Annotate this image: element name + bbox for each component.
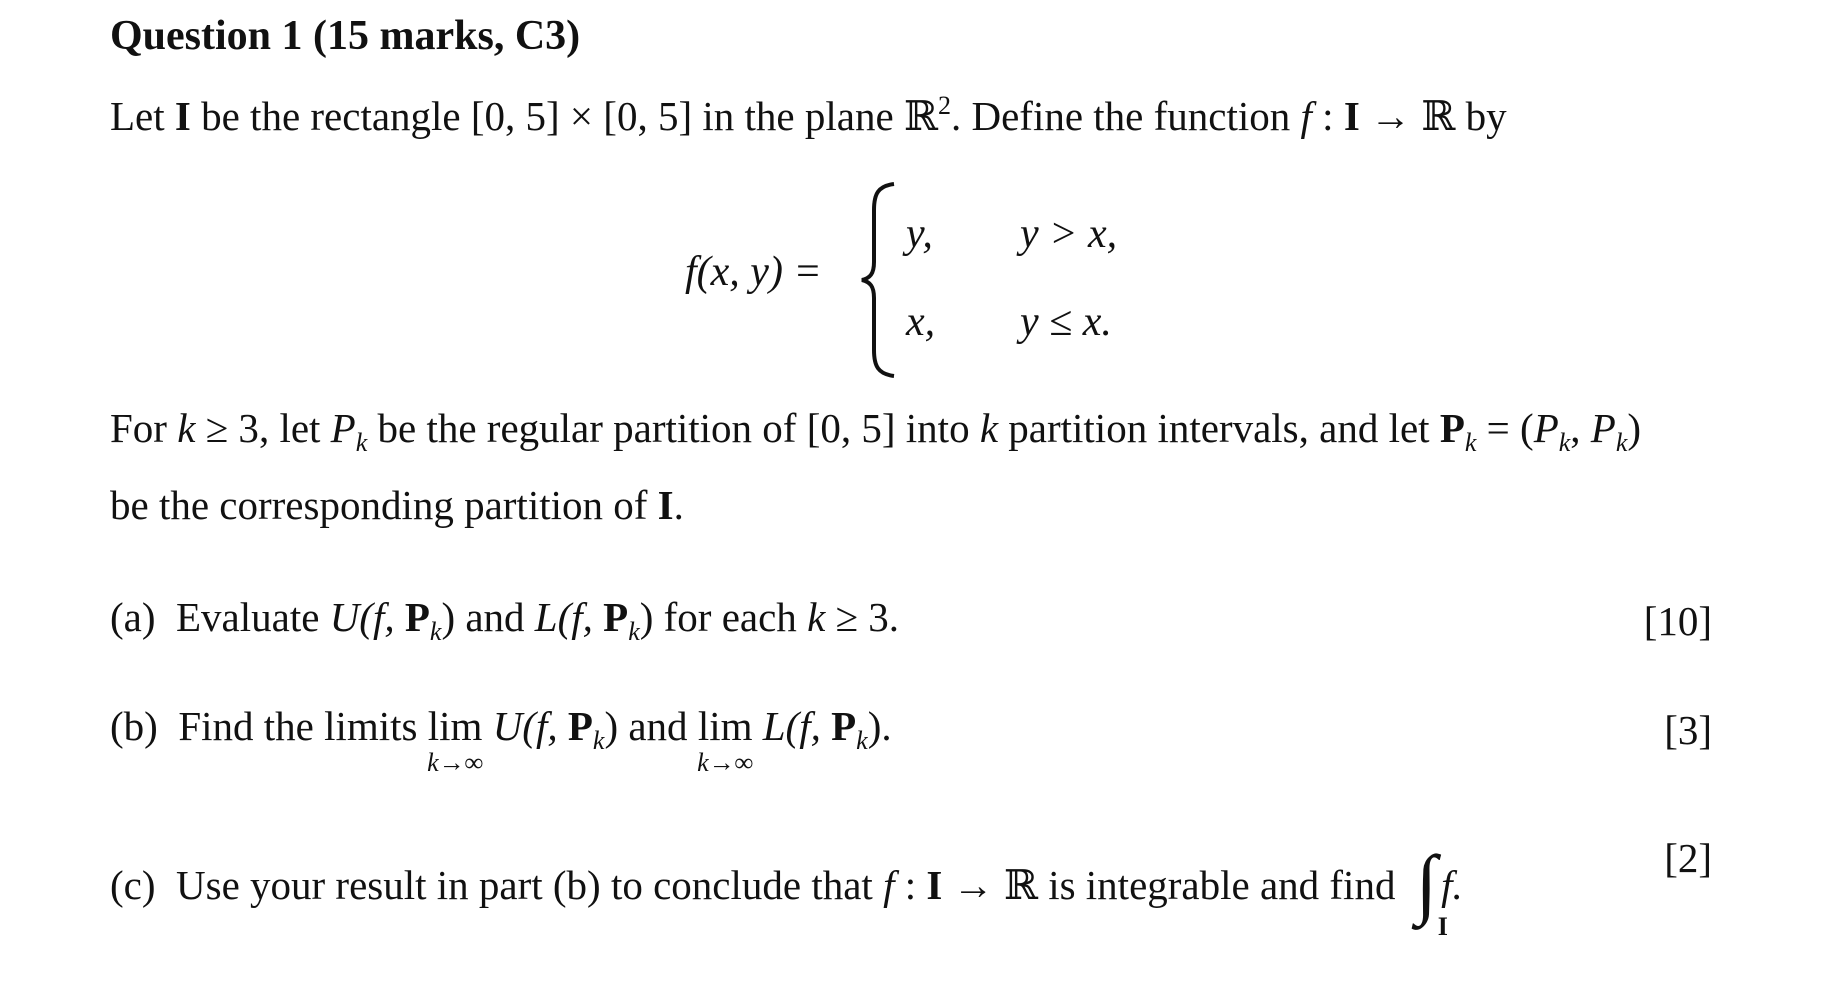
- part-b-marks: [3]: [1664, 707, 1712, 753]
- part-c-text: is integrable and find: [1037, 862, 1406, 908]
- partition-symbol: P: [1533, 405, 1559, 451]
- part-b-label: (b): [110, 703, 158, 749]
- partition-paragraph-line2: [110, 482, 684, 528]
- part-a-label: (a): [110, 594, 156, 640]
- limit-operator: [697, 703, 754, 777]
- intro-paragraph: [110, 91, 1507, 139]
- colon-symbol: :: [1311, 93, 1344, 139]
- part-a-text: and: [455, 594, 535, 640]
- part-b-text: Find the limits: [178, 703, 428, 749]
- subscript-k: k: [1558, 428, 1571, 457]
- intro-text: . Define the function: [950, 93, 1301, 139]
- k-symbol: k: [979, 405, 999, 451]
- rectangle-symbol: I: [1343, 93, 1360, 139]
- question-heading: Question 1 (15 marks, C3): [110, 13, 581, 59]
- partition-text: partition intervals, and let: [998, 405, 1440, 451]
- part-a-text: for each: [653, 594, 808, 640]
- subscript-k: k: [1615, 428, 1628, 457]
- partition-symbol: P: [1590, 405, 1616, 451]
- partition-paragraph-line1: [110, 405, 1642, 457]
- rectangle-symbol: I: [657, 482, 674, 528]
- bold-partition-symbol: P: [603, 594, 629, 640]
- integral-subscript: I: [1437, 912, 1448, 941]
- real-symbol: ℝ: [1421, 93, 1456, 139]
- partition-text: For: [110, 405, 178, 451]
- k-symbol: k: [177, 405, 196, 451]
- equals-paren: = (: [1476, 405, 1534, 451]
- intro-text: Let: [110, 93, 175, 139]
- comma: ,: [1570, 405, 1591, 451]
- real-symbol: ℝ: [1003, 862, 1038, 908]
- intro-text: in the plane: [692, 93, 904, 139]
- interval: [0, 5]: [806, 405, 896, 451]
- case-one-value: y,: [906, 211, 933, 257]
- partition-text: be the regular partition of: [367, 405, 807, 451]
- upper-sum: U(f,: [482, 703, 568, 749]
- integral-symbol: ∫: [1415, 839, 1438, 926]
- subscript-k: k: [628, 617, 640, 646]
- colon-symbol: :: [894, 862, 927, 908]
- subscript-k: k: [429, 617, 442, 646]
- integral-sign-icon: [1415, 839, 1448, 941]
- inequality: ≥ 3: [195, 405, 259, 451]
- part-b: [110, 703, 892, 777]
- subscript-k: k: [592, 726, 605, 755]
- arrow-symbol: →: [942, 862, 1004, 908]
- subscript-k: k: [1464, 428, 1477, 457]
- lower-sum: L(f,: [752, 703, 832, 749]
- left-brace-icon: [860, 180, 900, 380]
- limit-operator: [427, 703, 484, 777]
- function-lhs: f(x, y) =: [685, 249, 822, 295]
- limit-subscript: k→∞: [697, 748, 754, 777]
- part-a-marks: [10]: [1643, 598, 1712, 644]
- close-paren: ).: [867, 703, 892, 749]
- partition-text: into: [895, 405, 980, 451]
- integrand: f.: [1441, 862, 1463, 908]
- partition-text: , let: [258, 405, 331, 451]
- part-b-text: and: [618, 703, 698, 749]
- close-paren: ): [604, 703, 619, 749]
- real-plane-symbol: ℝ: [903, 93, 938, 139]
- part-c: [110, 834, 1463, 941]
- partition-text: be the corresponding partition of: [110, 482, 658, 528]
- partition-symbol: P: [330, 405, 356, 451]
- part-a: [110, 594, 900, 646]
- case-two-condition: y ≤ x.: [1020, 299, 1112, 345]
- part-c-text: Use your result in part (b) to conclude that: [176, 862, 884, 908]
- lower-sum: L(f,: [534, 594, 604, 640]
- period: .: [673, 482, 684, 528]
- bold-partition-symbol: P: [404, 594, 430, 640]
- part-c-marks: [2]: [1664, 835, 1712, 881]
- close-paren: ): [1627, 405, 1642, 451]
- function-symbol: f: [1300, 93, 1312, 139]
- part-c-label: (c): [110, 862, 156, 908]
- rectangle-symbol: I: [926, 862, 943, 908]
- k-symbol: k: [807, 594, 826, 640]
- case-one-condition: y > x,: [1020, 211, 1118, 257]
- lim-text: lim: [697, 703, 753, 749]
- bold-partition-symbol: P: [567, 703, 593, 749]
- rectangle-interval: [0, 5] × [0, 5]: [470, 93, 693, 139]
- superscript-two: 2: [937, 91, 951, 120]
- intro-text: by: [1455, 93, 1507, 139]
- bold-partition-symbol: P: [831, 703, 857, 749]
- bold-partition-symbol: P: [1439, 405, 1465, 451]
- piecewise-definition: [0, 170, 1847, 370]
- limit-subscript: k→∞: [427, 748, 484, 777]
- intro-text: be the rectangle: [190, 93, 471, 139]
- close-paren: ): [639, 594, 654, 640]
- part-a-text: Evaluate: [176, 594, 330, 640]
- lim-text: lim: [427, 703, 483, 749]
- arrow-symbol: →: [1359, 93, 1422, 139]
- case-two-value: x,: [906, 299, 936, 345]
- subscript-k: k: [355, 428, 368, 457]
- subscript-k: k: [856, 726, 868, 755]
- upper-sum: U(f,: [329, 594, 405, 640]
- inequality: ≥ 3.: [825, 594, 900, 640]
- rectangle-symbol: I: [174, 93, 191, 139]
- function-symbol: f: [883, 862, 895, 908]
- close-paren: ): [441, 594, 456, 640]
